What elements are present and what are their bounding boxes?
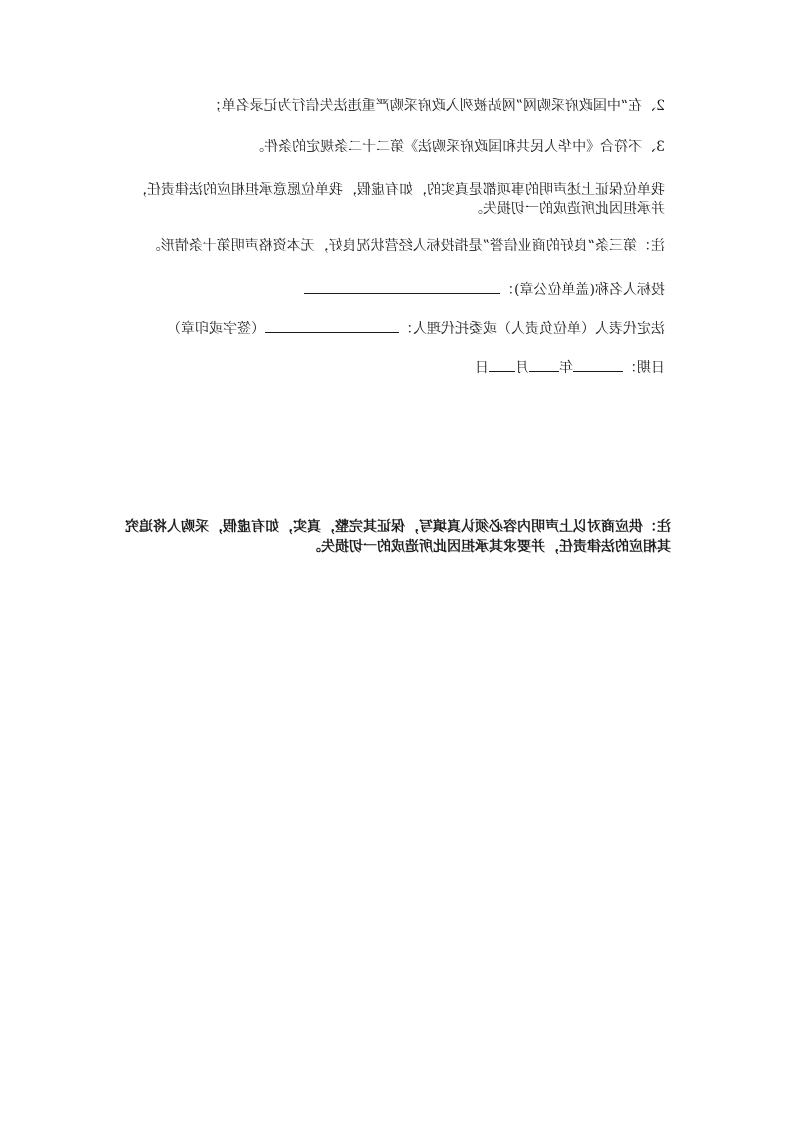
representative-suffix: （签字或印章）	[167, 321, 265, 337]
date-month-label: 月	[515, 360, 529, 376]
bidder-name-row	[304, 279, 665, 300]
footer-note-line-2: 其相应的法律责任，并要求其承担因此所造成的一切损失。	[307, 539, 671, 555]
date-label: 日期：	[623, 360, 665, 376]
date-day-label: 日	[475, 360, 489, 376]
date-year-blank	[573, 357, 623, 372]
bidder-name-blank	[304, 279, 500, 294]
representative-row	[167, 318, 665, 339]
guarantee-line-1: 我单位保证上述声明的事项都是真实的，如有虚假，我单位愿意承担相应的法律责任，	[133, 182, 665, 198]
date-month-blank	[529, 357, 559, 372]
declaration-note: 注：第三条“良好的商业信誉”是指投标人经营状况良好，无本资格声明第十条情形。	[146, 238, 665, 254]
declaration-item-2: 2、在“中国政府采购网”网站被列入政府采购严重违法失信行为记录名单；	[207, 98, 665, 114]
bidder-name-label: 投标人名称	[595, 282, 665, 298]
date-day-blank	[489, 357, 515, 372]
footer-note-line-1: 注：供应商对以上声明内容必须认真填写，保证其完整，真实，如有虚假，采购人将追究	[125, 519, 671, 535]
representative-label: 法定代表人（单位负责人）或委托代理人：	[399, 321, 665, 337]
date-row	[475, 357, 665, 378]
guarantee-line-2: 并承担因此所造成的一切损失。	[469, 201, 665, 217]
date-year-label: 年	[559, 360, 573, 376]
bidder-name-suffix: (盖单位公章)：	[500, 282, 595, 298]
declaration-item-3: 3、不符合《中华人民共和国政府采购法》第二十二条规定的条件。	[250, 139, 665, 155]
representative-blank	[265, 318, 399, 333]
